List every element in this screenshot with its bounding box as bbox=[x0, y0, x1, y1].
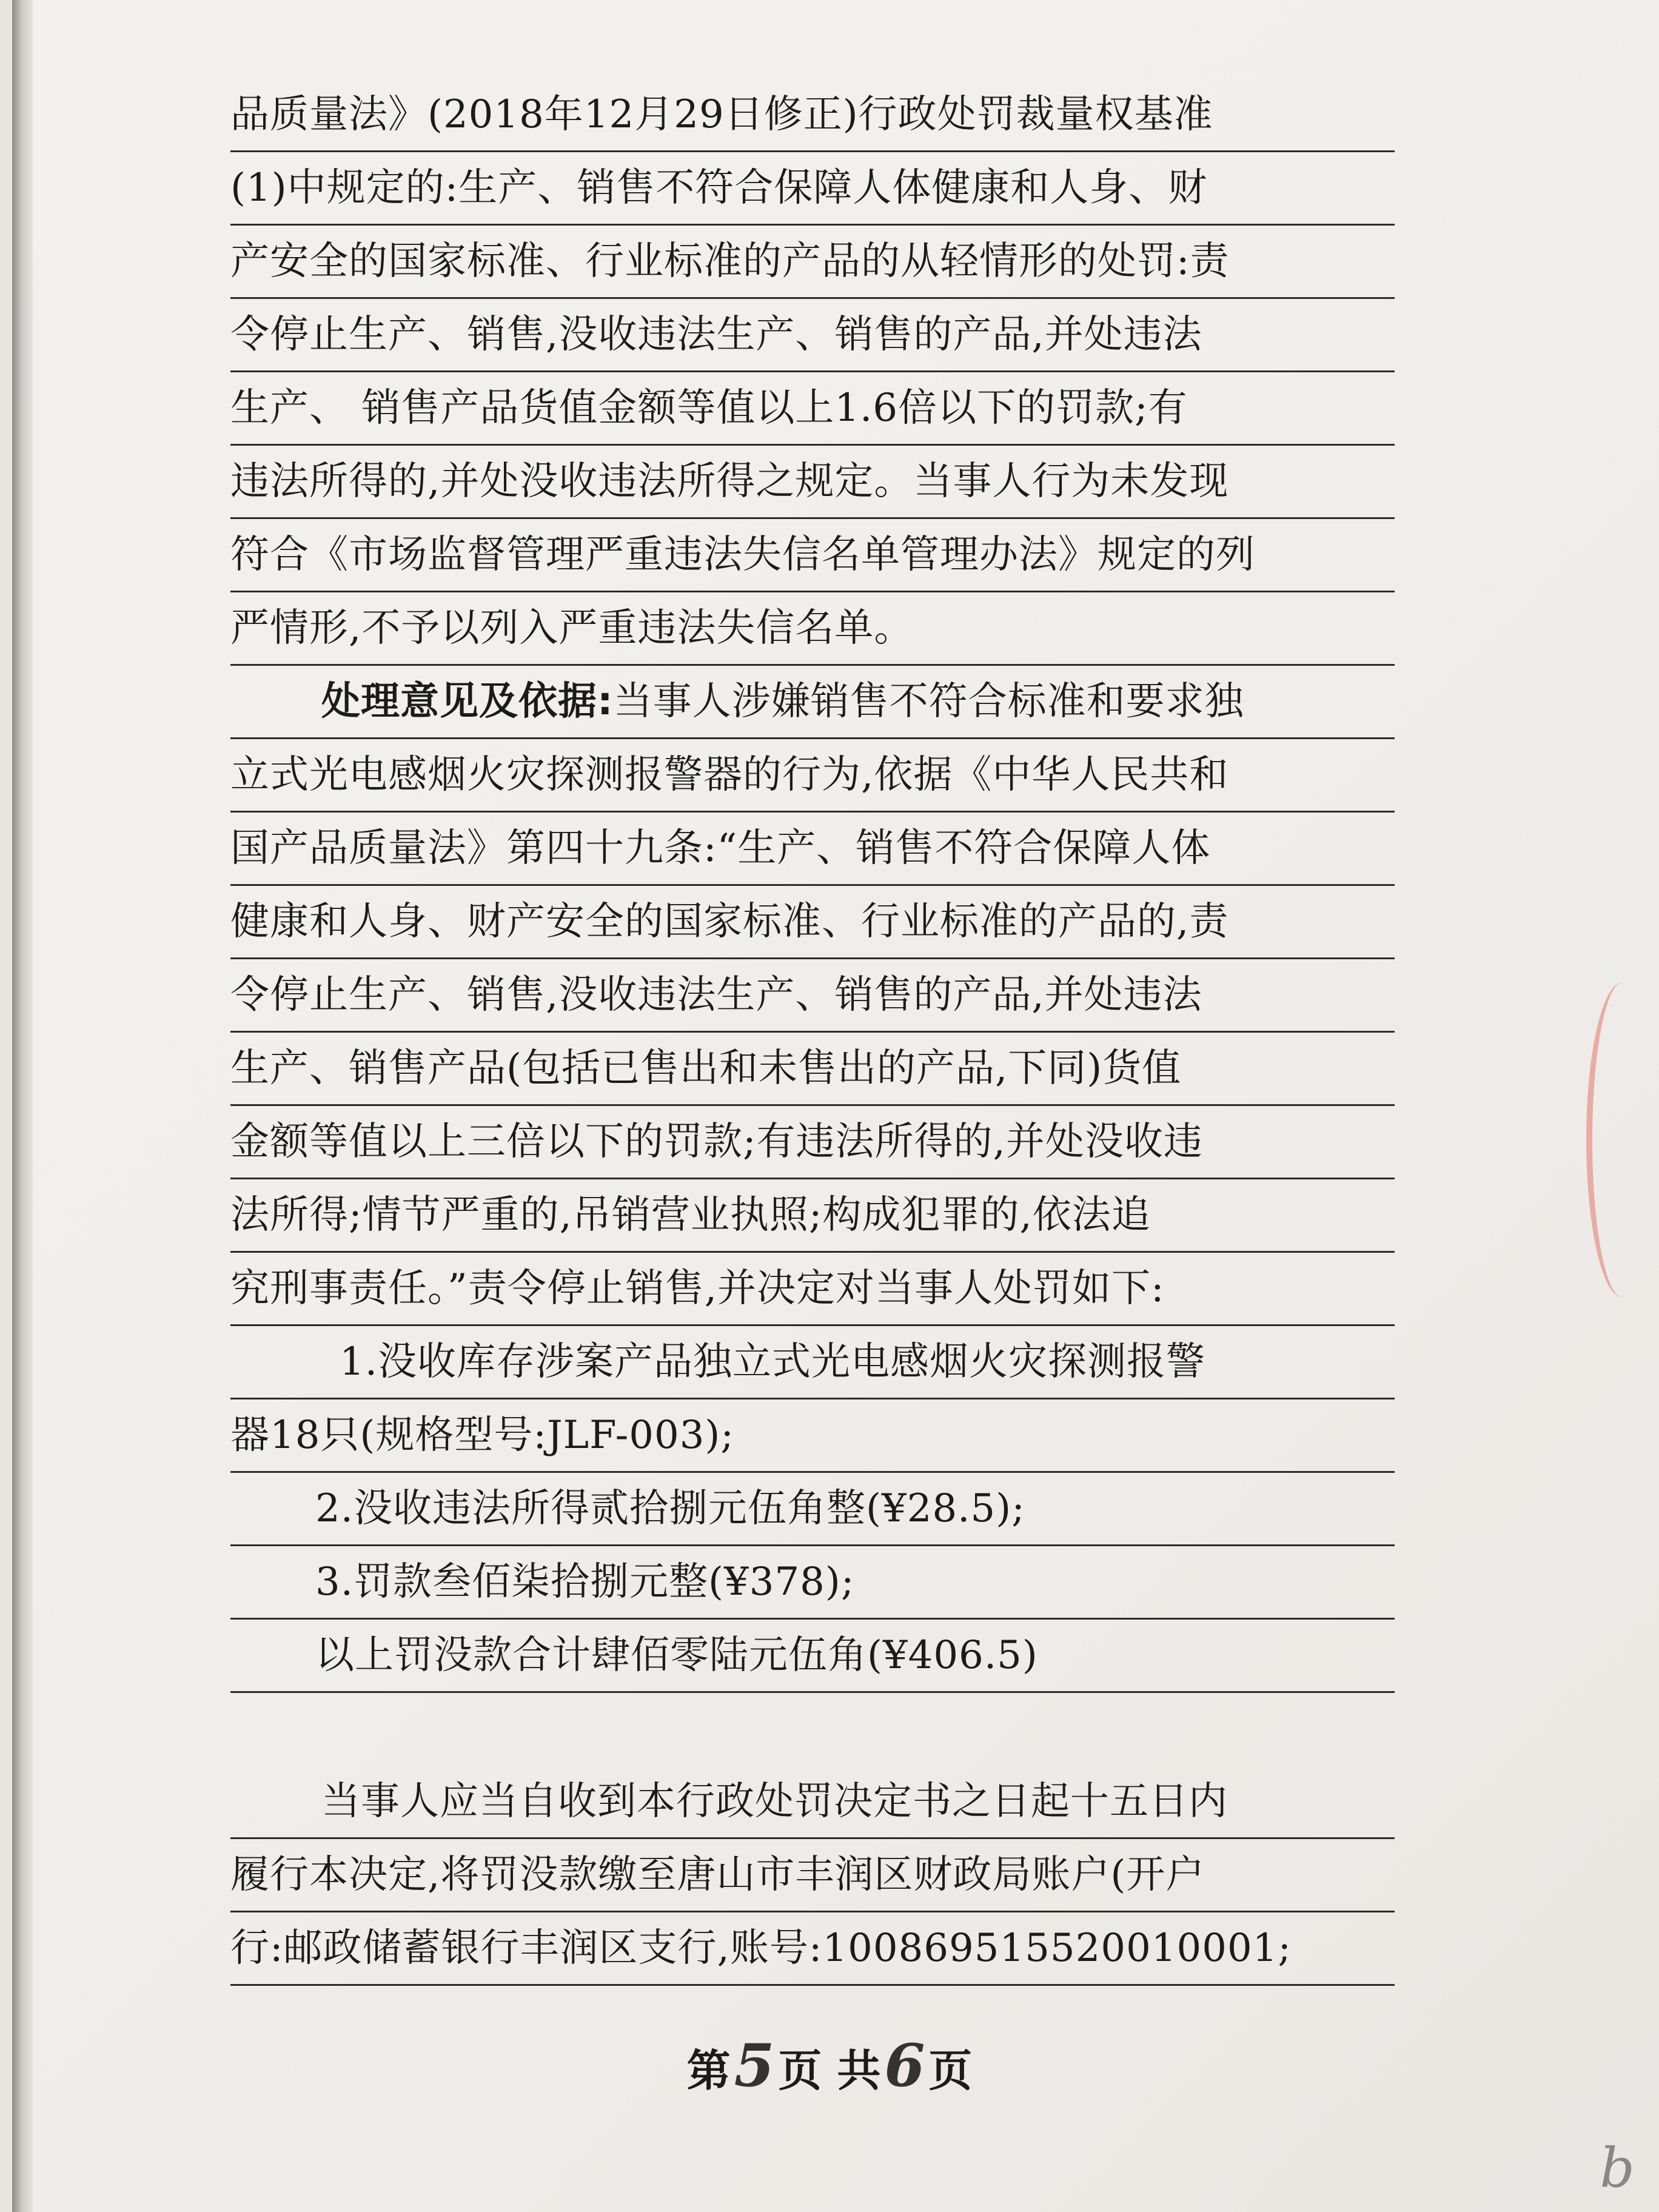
page-number-prefix: 第 bbox=[686, 2045, 731, 2096]
penalty-item-1: 1.没收库存涉案产品独立式光电感烟火灾探测报警 bbox=[230, 1326, 1395, 1399]
penalty-item-2: 2.没收违法所得贰拾捌元伍角整(¥28.5); bbox=[230, 1473, 1395, 1546]
paragraph3-line: 行:邮政储蓄银行丰润区支行,账号:100869515520010001; bbox=[230, 1912, 1395, 1986]
page-number bbox=[0, 2031, 1659, 2100]
penalty-item-3: 3.罚款叁佰柒拾捌元整(¥378); bbox=[230, 1546, 1395, 1620]
paragraph2-line: 法所得;情节严重的,吊销营业执照;构成犯罪的,依法追 bbox=[230, 1179, 1395, 1253]
decision-heading: 处理意见及依据: bbox=[321, 679, 614, 724]
decision-heading-line bbox=[230, 666, 1395, 739]
paragraph3-line: 当事人应当自收到本行政处罚决定书之日起十五日内 bbox=[230, 1766, 1395, 1839]
paragraph1-line: 令停止生产、销售,没收违法生产、销售的产品,并处违法 bbox=[230, 299, 1395, 372]
paragraph1-line: 品质量法》(2018年12月29日修正)行政处罚裁量权基准 bbox=[230, 79, 1395, 152]
paragraph3-line: 履行本决定,将罚没款缴至唐山市丰润区财政局账户(开户 bbox=[230, 1839, 1395, 1912]
total-pages-number: 6 bbox=[884, 2031, 925, 2100]
paragraph1-line: (1)中规定的:生产、销售不符合保障人体健康和人身、财 bbox=[230, 152, 1395, 226]
penalty-total: 以上罚没款合计肆佰零陆元伍角(¥406.5) bbox=[230, 1620, 1395, 1693]
paragraph2-line: 令停止生产、销售,没收违法生产、销售的产品,并处违法 bbox=[230, 959, 1395, 1033]
paragraph-gap bbox=[230, 1693, 1395, 1766]
paragraph2-line: 生产、销售产品(包括已售出和未售出的产品,下同)货值 bbox=[230, 1033, 1395, 1106]
document-body bbox=[230, 79, 1395, 1986]
paragraph2-line: 健康和人身、财产安全的国家标准、行业标准的产品的,责 bbox=[230, 886, 1395, 959]
paragraph1-line: 符合《市场监督管理严重违法失信名单管理办法》规定的列 bbox=[230, 519, 1395, 592]
paragraph1-line: 生产、 销售产品货值金额等值以上1.6倍以下的罚款;有 bbox=[230, 372, 1395, 446]
paragraph1-line: 产安全的国家标准、行业标准的产品的从轻情形的处罚:责 bbox=[230, 226, 1395, 299]
paragraph2-line: 国产品质量法》第四十九条:“生产、销售不符合保障人体 bbox=[230, 813, 1395, 886]
paragraph2-line: 究刑事责任。”责令停止销售,并决定对当事人处罚如下: bbox=[230, 1253, 1395, 1326]
page-number-middle: 页 共 bbox=[778, 2045, 881, 2096]
document-page bbox=[12, 0, 1659, 2212]
red-seal-edge bbox=[1586, 982, 1659, 1298]
paragraph1-line: 违法所得的,并处没收违法所得之规定。当事人行为未发现 bbox=[230, 446, 1395, 519]
page-edge-shadow bbox=[12, 0, 33, 2212]
current-page-number: 5 bbox=[734, 2031, 775, 2100]
paragraph2-line: 立式光电感烟火灾探测报警器的行为,依据《中华人民共和 bbox=[230, 739, 1395, 813]
paragraph1-line: 严情形,不予以列入严重违法失信名单。 bbox=[230, 592, 1395, 666]
page-number-suffix: 页 bbox=[928, 2045, 973, 2096]
decision-first-line: 当事人涉嫌销售不符合标准和要求独 bbox=[613, 679, 1244, 724]
corner-handwritten-mark: b bbox=[1600, 2136, 1635, 2200]
paragraph2-line: 金额等值以上三倍以下的罚款;有违法所得的,并处没收违 bbox=[230, 1106, 1395, 1179]
penalty-item-1-cont: 器18只(规格型号:JLF-003); bbox=[230, 1399, 1395, 1473]
